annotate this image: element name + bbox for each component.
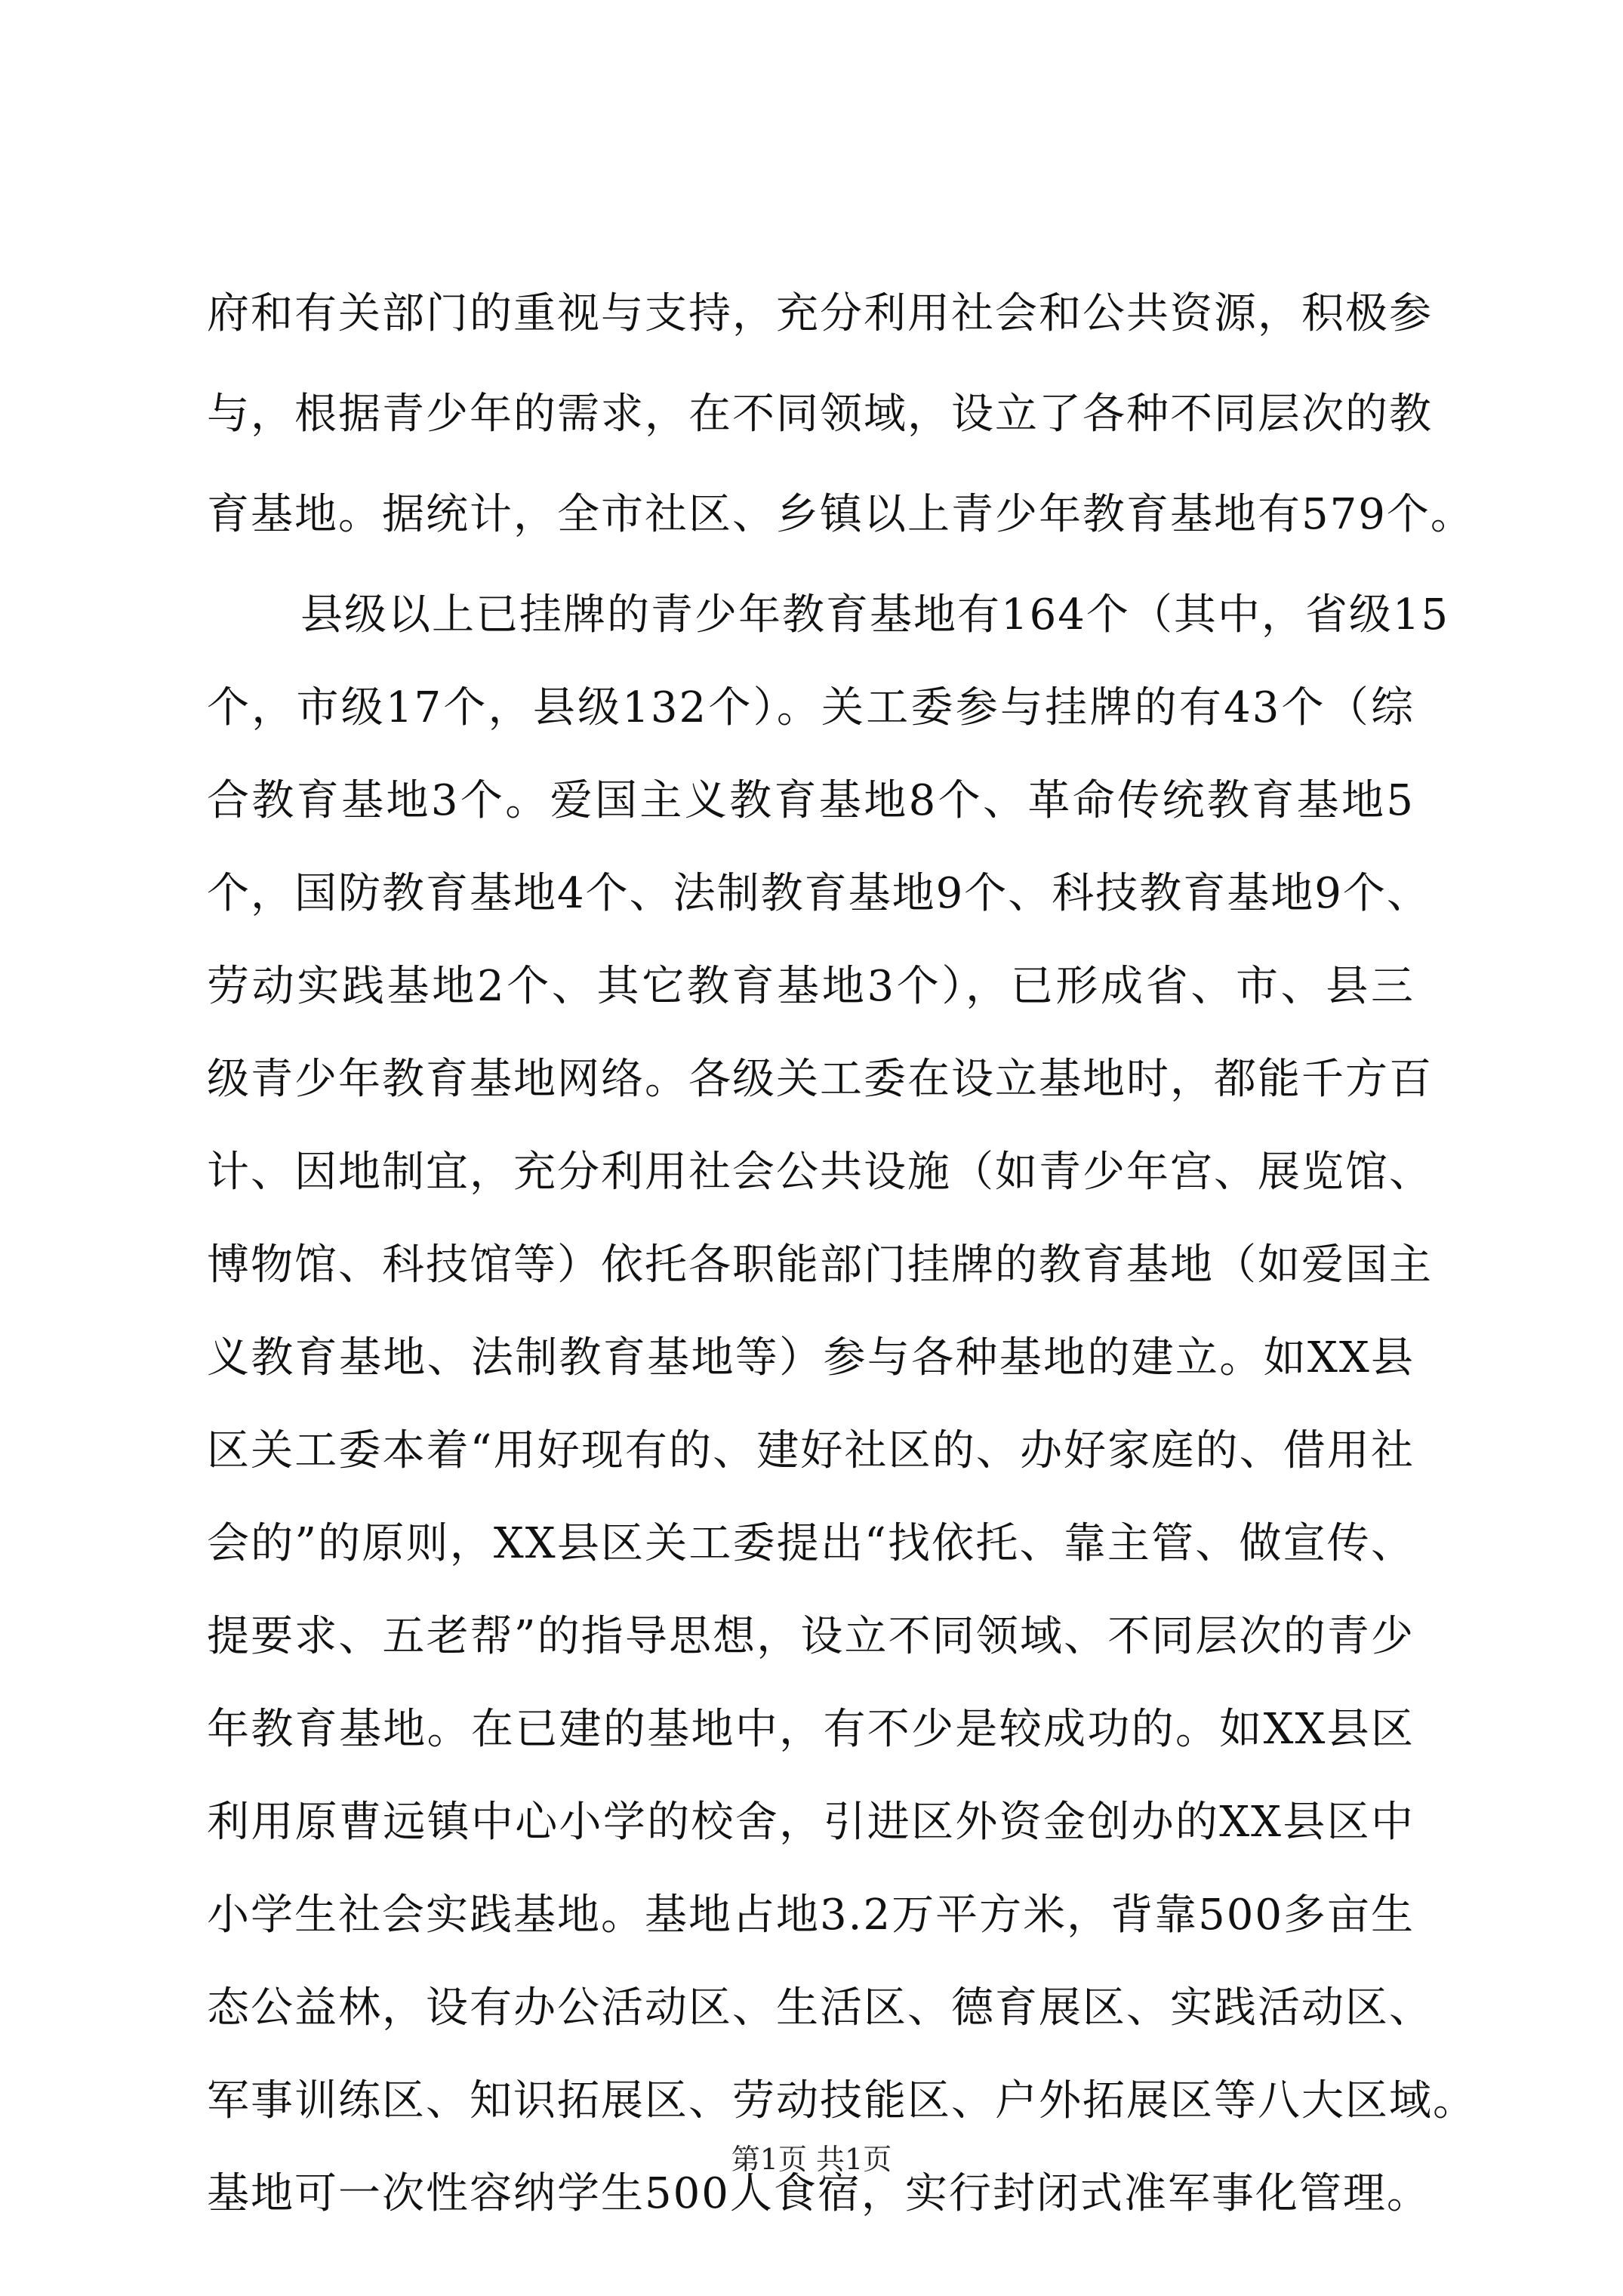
- text-line: 合教育基地3个。爱国主义教育基地8个、革命传统教育基地5: [207, 776, 1415, 825]
- text-line: 劳动实践基地2个、其它教育基地3个），已形成省、市、县三: [207, 962, 1415, 1011]
- page-footer: 第1页 共1页: [731, 2143, 892, 2176]
- text-line: 小学生社会实践基地。基地占地3.2万平方米，背靠500多亩生: [207, 1891, 1415, 1940]
- text-line: 区关工委本着“用好现有的、建好社区的、办好家庭的、借用社: [207, 1426, 1415, 1475]
- text-line: 义教育基地、法制教育基地等）参与各种基地的建立。如XX县: [207, 1333, 1415, 1382]
- text-line: 育基地。据统计，全市社区、乡镇以上青少年教育基地有579个。: [207, 490, 1474, 539]
- text-line: 府和有关部门的重视与支持，充分利用社会和公共资源，积极参: [207, 289, 1433, 338]
- text-line: 会的”的原则，XX县区关工委提出“找依托、靠主管、做宣传、: [207, 1519, 1415, 1568]
- text-line: 提要求、五老帮”的指导思想，设立不同领域、不同层次的青少: [207, 1612, 1415, 1661]
- text-line: 态公益林，设有办公活动区、生活区、德育展区、实践活动区、: [207, 1983, 1433, 2032]
- text-line: 计、因地制宜，充分利用社会公共设施（如青少年宫、展览馆、: [207, 1148, 1433, 1197]
- text-line: 个，市级17个，县级132个）。关工委参与挂牌的有43个（综: [207, 683, 1415, 732]
- text-line: 与，根据青少年的需求，在不同领域，设立了各种不同层次的教: [207, 390, 1433, 439]
- paragraph-first-line: 县级以上已挂牌的青少年教育基地有164个（其中，省级15: [300, 590, 1450, 639]
- text-line: 军事训练区、知识拓展区、劳动技能区、户外拓展区等八大区域。: [207, 2076, 1477, 2125]
- text-line: 利用原曹远镇中心小学的校舍，引进区外资金创办的XX县区中: [207, 1798, 1415, 1847]
- text-line: 博物馆、科技馆等）依托各职能部门挂牌的教育基地（如爱国主: [207, 1240, 1433, 1290]
- text-line: 年教育基地。在已建的基地中，有不少是较成功的。如XX县区: [207, 1705, 1415, 1754]
- text-line: 个，国防教育基地4个、法制教育基地9个、科技教育基地9个、: [207, 869, 1431, 918]
- text-line: 基地可一次性容纳学生500人食宿，实行封闭式准军事化管理。: [207, 2169, 1431, 2218]
- text-line: 级青少年教育基地网络。各级关工委在设立基地时，都能千方百: [207, 1055, 1433, 1104]
